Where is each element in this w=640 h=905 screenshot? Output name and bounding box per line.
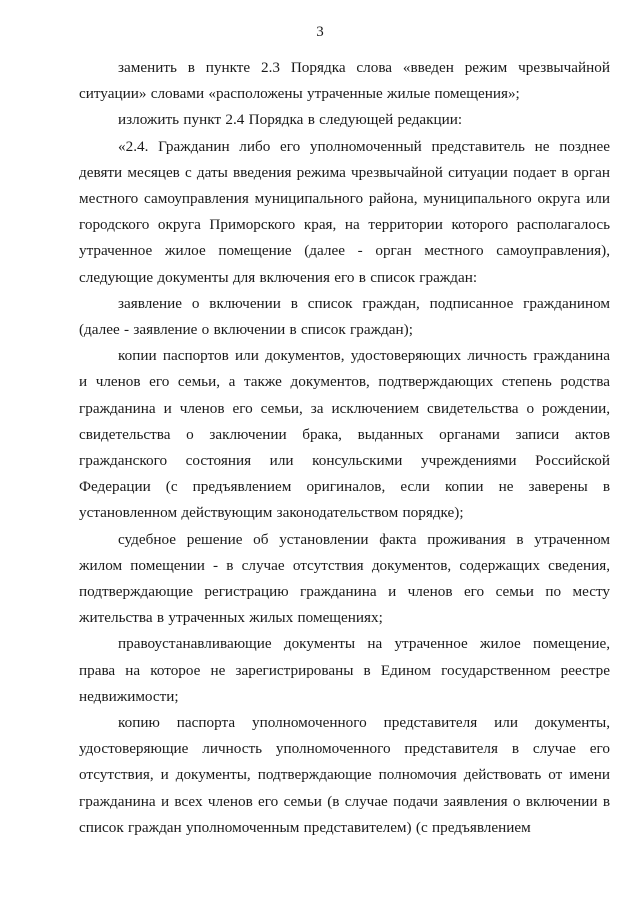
paragraph-court-decision: судебное решение об установлении факта проживания в утраченном жилом помещении - в случае отсутствия документов, содержащих сведения, подтверждающие регистрацию гражданина и членов его семьи по месту жительства в утраченных жилых помещениях; [79, 530, 610, 627]
paragraph-restate-2-4: изложить пункт 2.4 Порядка в следующей редакции: [118, 111, 463, 129]
paragraph-title-documents: правоустанавливающие документы на утраченное жилое помещение, права на которое не зарегистрированы в Едином государственном реестре недвижимости; [79, 635, 610, 705]
paragraph-2-4-intro: «2.4. Гражданин либо его уполномоченный представитель не позднее девяти месяцев с даты введения режима чрезвычайной ситуации подает в орган местного самоуправления муниципального района, муниципального округа или городского округа Приморского края, на территории которого располагалось утраченное жилое помещение (далее - орган местного самоуправления), следующие документы для включения его в список граждан: [79, 137, 610, 286]
page-number: 3 [316, 24, 324, 40]
paragraph-application: заявление о включении в список граждан, подписанное гражданином (далее - заявление о включении в список граждан); [79, 294, 610, 339]
paragraph-passport-copies: копии паспортов или документов, удостоверяющих личность гражданина и членов его семьи, а также документов, подтверждающих степень родства гражданина и членов его семьи, за исключением свидетельства о рождении, свидетельства о заключении брака, выданных органами записи актов гражданского состояния или консульскими учреждениями Российской Федерации (с предъявлением оригиналов, если копии не заверены в установленном действующим законодательством порядке); [79, 347, 610, 522]
document-body [79, 55, 610, 841]
paragraph-representative-documents: копию паспорта уполномоченного представителя или документы, удостоверяющие личность уполномоченного представителя в случае его отсутствия, и документы, подтверждающие полномочия действовать от имени гражданина и всех членов его семьи (в случае подачи заявления о включении в список граждан уполномоченным представителем) (с предъявлением [79, 714, 610, 836]
paragraph-amend-2-3: заменить в пункте 2.3 Порядка слова «введен режим чрезвычайной ситуации» словами «расположены утраченные жилые помещения»; [79, 59, 610, 103]
